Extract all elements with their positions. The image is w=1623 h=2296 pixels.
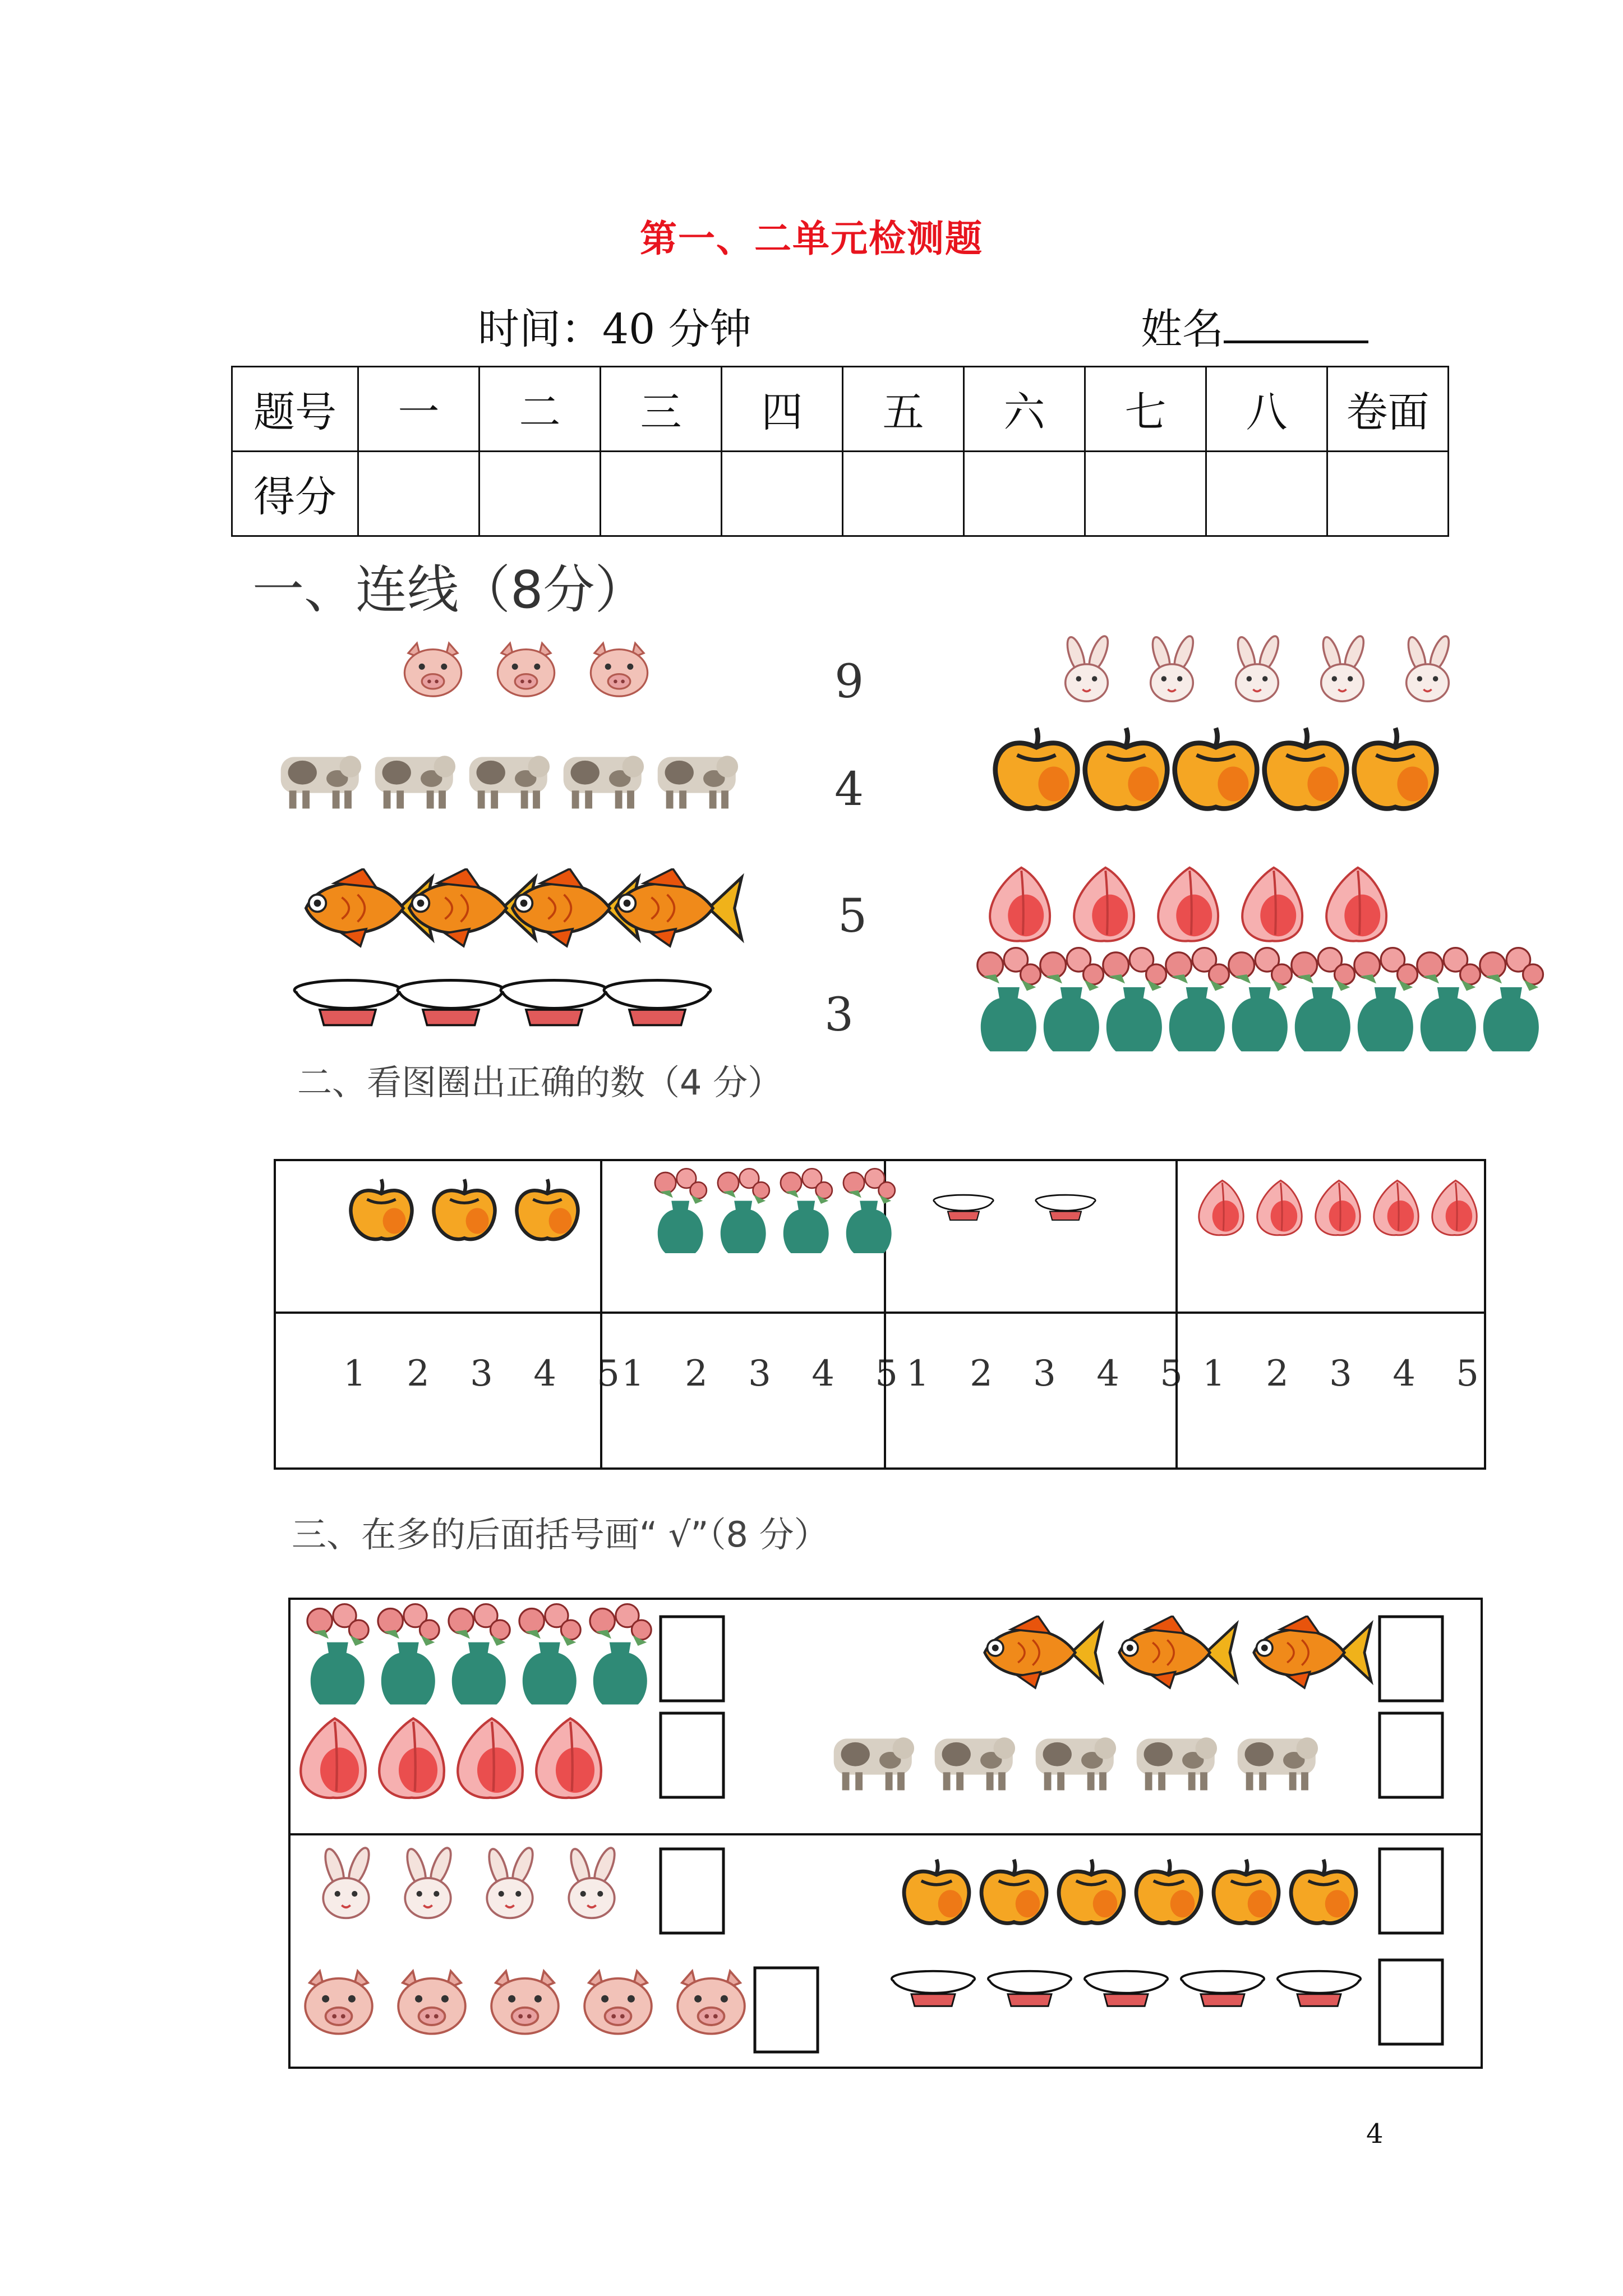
match-number[interactable]: 5 bbox=[838, 890, 868, 943]
goldfish-icon bbox=[985, 1616, 1102, 1688]
bowl-icon bbox=[294, 981, 401, 1025]
pig-head-icon bbox=[491, 1971, 559, 2034]
bowl-icon bbox=[934, 1195, 993, 1220]
peach-icon bbox=[1242, 868, 1302, 941]
cow-icon bbox=[281, 756, 361, 808]
apple-icon bbox=[1265, 728, 1347, 809]
match-number[interactable]: 3 bbox=[824, 988, 854, 1042]
bowl-icon bbox=[501, 981, 607, 1025]
flower-vase-icon bbox=[1166, 948, 1229, 1052]
column-header: 六 bbox=[964, 367, 1085, 452]
pig-head-icon bbox=[497, 643, 554, 697]
pig-head-icon bbox=[398, 1971, 465, 2034]
pig-head-icon bbox=[404, 643, 461, 697]
counting-pictures bbox=[351, 1168, 1477, 1253]
apple-icon bbox=[1291, 1860, 1356, 1924]
rabbit-head-icon bbox=[1149, 634, 1197, 701]
flower-vase-icon bbox=[718, 1168, 769, 1253]
pig-head-icon bbox=[584, 1971, 652, 2034]
cow-icon bbox=[658, 756, 738, 808]
peach-icon bbox=[379, 1718, 444, 1798]
cow-icon bbox=[834, 1737, 914, 1790]
bowl-icon bbox=[988, 1971, 1071, 2006]
peach-icon bbox=[1158, 868, 1218, 941]
flower-vase-icon bbox=[378, 1604, 439, 1705]
flower-vase-icon bbox=[519, 1604, 580, 1705]
answer-box[interactable] bbox=[661, 1617, 723, 1701]
flower-vase-icon bbox=[1292, 948, 1355, 1052]
apple-icon bbox=[1214, 1860, 1279, 1924]
answer-box[interactable] bbox=[1380, 1713, 1442, 1797]
page-number: 4 bbox=[1366, 2118, 1384, 2150]
flower-vase-icon bbox=[978, 948, 1041, 1052]
cow-icon bbox=[1238, 1737, 1318, 1790]
goldfish-icon bbox=[1119, 1616, 1237, 1688]
peach-icon bbox=[1326, 868, 1386, 941]
apple-icon bbox=[1085, 728, 1168, 809]
rabbit-head-icon bbox=[1405, 634, 1453, 701]
apple-icon bbox=[517, 1179, 578, 1239]
apple-icon bbox=[434, 1179, 495, 1239]
column-header: 一 bbox=[358, 367, 479, 452]
flower-vase-icon bbox=[781, 1168, 832, 1253]
time-label: 时间：40 分钟 bbox=[478, 305, 751, 353]
rabbit-head-icon bbox=[1320, 634, 1367, 701]
flower-vase-icon bbox=[655, 1168, 707, 1253]
comparison-pictures bbox=[301, 1604, 1371, 2034]
page-title: 第一、二单元检测题 bbox=[640, 217, 983, 260]
number-options[interactable]: 1 2 3 4 5 bbox=[906, 1353, 1197, 1395]
flower-vase-icon bbox=[1480, 948, 1543, 1052]
flower-vase-icon bbox=[1354, 948, 1418, 1052]
apple-icon bbox=[1136, 1860, 1201, 1924]
flower-vase-icon bbox=[590, 1604, 651, 1705]
apple-icon bbox=[1059, 1860, 1124, 1924]
flower-vase-icon bbox=[449, 1604, 510, 1705]
peach-icon bbox=[536, 1718, 601, 1798]
answer-box[interactable] bbox=[1380, 1849, 1442, 1933]
cow-icon bbox=[564, 756, 644, 808]
match-number[interactable]: 9 bbox=[834, 655, 864, 708]
rabbit-head-icon bbox=[322, 1846, 374, 1918]
match-number[interactable]: 4 bbox=[834, 763, 864, 816]
flower-vase-icon bbox=[307, 1604, 368, 1705]
column-header: 二 bbox=[479, 367, 601, 452]
peach-icon bbox=[1257, 1180, 1302, 1235]
bowl-icon bbox=[1085, 1971, 1168, 2006]
cow-icon bbox=[375, 756, 455, 808]
section2-title: 二、看图圈出正确的数（4 分） bbox=[297, 1062, 783, 1103]
column-header: 卷面 bbox=[1327, 367, 1449, 452]
section1-title: 一、连线（8分） bbox=[252, 560, 647, 620]
apple-icon bbox=[351, 1179, 412, 1239]
column-header: 七 bbox=[1085, 367, 1206, 452]
bowl-icon bbox=[604, 981, 711, 1025]
flower-vase-icon bbox=[843, 1168, 895, 1253]
bowl-icon bbox=[1181, 1971, 1264, 2006]
peach-icon bbox=[1316, 1180, 1360, 1235]
flower-vase-icon bbox=[1229, 948, 1292, 1052]
bowl-icon bbox=[1036, 1195, 1095, 1220]
flower-vase-icon bbox=[1103, 948, 1166, 1052]
answer-box[interactable] bbox=[1380, 1617, 1442, 1701]
cow-icon bbox=[1137, 1737, 1217, 1790]
answer-box[interactable] bbox=[661, 1849, 723, 1933]
rabbit-head-icon bbox=[568, 1846, 619, 1918]
bowl-icon bbox=[892, 1971, 975, 2006]
row-label-question-number: 题号 bbox=[232, 367, 358, 452]
column-header: 四 bbox=[722, 367, 843, 452]
apple-icon bbox=[1354, 728, 1437, 809]
peach-icon bbox=[990, 868, 1050, 941]
number-options[interactable]: 1 2 3 4 5 bbox=[343, 1353, 634, 1395]
rabbit-head-icon bbox=[486, 1846, 537, 1918]
apple-icon bbox=[1175, 728, 1257, 809]
number-options[interactable]: 1 2 3 4 5 bbox=[621, 1353, 912, 1395]
flower-vase-icon bbox=[1417, 948, 1481, 1052]
apple-icon bbox=[904, 1860, 969, 1924]
pig-head-icon bbox=[591, 643, 647, 697]
section3-title: 三、在多的后面括号画“ √”（8 分） bbox=[292, 1514, 829, 1555]
cow-icon bbox=[935, 1737, 1015, 1790]
peach-icon bbox=[1374, 1180, 1418, 1235]
peach-icon bbox=[1199, 1180, 1243, 1235]
answer-box[interactable] bbox=[755, 1968, 818, 2052]
number-options[interactable]: 1 2 3 4 5 bbox=[1202, 1353, 1493, 1395]
bowl-icon bbox=[398, 981, 504, 1025]
name-label-text: 姓名 bbox=[1141, 305, 1224, 353]
peach-icon bbox=[1074, 868, 1134, 941]
rabbit-head-icon bbox=[1234, 634, 1282, 701]
peach-icon bbox=[1432, 1180, 1477, 1235]
goldfish-icon bbox=[1254, 1616, 1371, 1688]
rabbit-head-icon bbox=[404, 1846, 455, 1918]
cow-icon bbox=[1036, 1737, 1116, 1790]
apple-icon bbox=[981, 1860, 1046, 1924]
row-label-score: 得分 bbox=[232, 452, 358, 536]
peach-icon bbox=[458, 1718, 523, 1798]
answer-box[interactable] bbox=[661, 1713, 723, 1797]
pig-head-icon bbox=[305, 1971, 372, 2034]
bowl-icon bbox=[1278, 1971, 1361, 2006]
pig-head-icon bbox=[677, 1971, 745, 2034]
flower-vase-icon bbox=[1040, 948, 1104, 1052]
answer-box[interactable] bbox=[1380, 1960, 1442, 2044]
column-header: 三 bbox=[601, 367, 722, 452]
apple-icon bbox=[995, 728, 1078, 809]
cow-icon bbox=[469, 756, 550, 808]
column-header: 八 bbox=[1206, 367, 1327, 452]
column-header: 五 bbox=[843, 367, 964, 452]
peach-icon bbox=[301, 1718, 366, 1798]
rabbit-head-icon bbox=[1064, 634, 1112, 701]
matching-pictures bbox=[281, 634, 1543, 1051]
